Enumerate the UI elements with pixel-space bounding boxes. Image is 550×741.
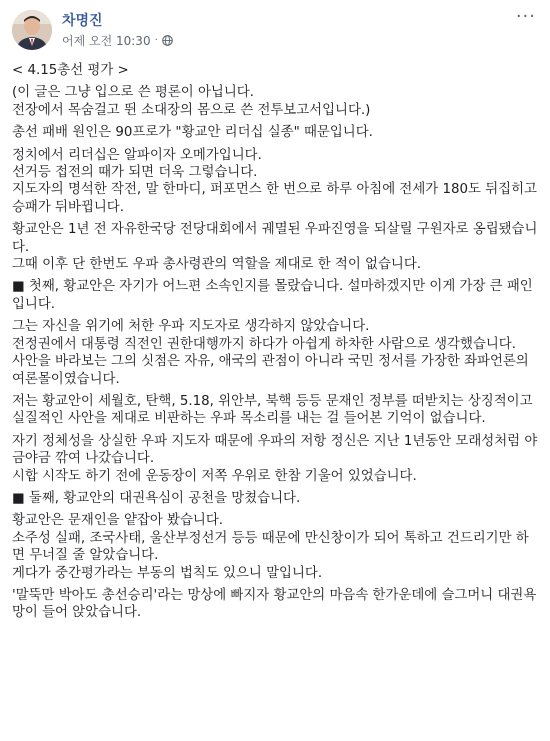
more-horizontal-icon: ···	[515, 6, 536, 27]
author-avatar[interactable]	[12, 10, 52, 50]
post-paragraph: 자기 정체성을 상실한 우파 지도자 때문에 우파의 저항 정신은 지난 1년동안 모래성처럼 야금야금 깎여 나갔습니다. 시합 시작도 하기 전에 운동장이 저쪽 우위로 한참 기울어 있었습니다.	[12, 433, 538, 484]
post-title: < 4.15총선 평가 >	[12, 63, 129, 78]
post-paragraph: (이 글은 그냥 입으로 쓴 평론이 아닙니다. 전장에서 목숨걸고 뛴 소대장의 몸으로 쓴 전투보고서입니다.)	[12, 85, 371, 118]
post-paragraph: 황교안은 1년 전 자유한국당 전당대회에서 궤멸된 우파진영을 되살릴 구원자로 옹립됐습니다. 그때 이후 단 한번도 우파 총사령관의 역할을 제대로 한 적이 없습니다.	[12, 222, 538, 273]
avatar-portrait	[12, 10, 52, 50]
post-meta	[62, 32, 173, 49]
post-timestamp[interactable]: 어제 오전 10:30	[62, 34, 151, 48]
post-paragraph: '말뚝만 박아도 총선승리'라는 망상에 빠지자 황교안의 마음속 한가운데에 슬그머니 대권욕망이 들어 앉았습니다.	[12, 587, 537, 621]
post-section-heading: ■ 첫째, 황교안은 자기가 어느편 소속인지를 몰랐습니다. 설마하겠지만 이게 가장 큰 패인입니다.	[12, 279, 533, 312]
meta-separator: ·	[154, 35, 158, 46]
author-name[interactable]: 차명진	[62, 13, 103, 29]
post-paragraph: 총선 패배 원인은 90프로가 "황교안 리더십 실종" 때문입니다.	[12, 125, 373, 141]
post-paragraph: 정치에서 리더십은 알파이자 오메가입니다. 선거등 접전의 때가 되면 더욱 그렇습니다. 지도자의 명석한 작전, 말 한마디, 퍼포먼스 한 번으로 하루 아침에 전세가 180도 뒤집히고 승패가 뒤바뀝니다.	[12, 147, 537, 215]
more-options-button[interactable]	[516, 6, 536, 27]
post-header	[0, 0, 550, 58]
globe-icon[interactable]	[162, 35, 173, 46]
post-paragraph: 황교안은 문재인을 얕잡아 봤습니다. 소주성 실패, 조국사태, 울산부정선거 등등 때문에 만신창이가 되어 톡하고 건드리기만 하면 무너질 줄 알았습니다. 게다가 중간평가라는 부동의 법칙도 있으니 말입니다.	[12, 513, 529, 581]
post-paragraph: 그는 자신을 위기에 처한 우파 지도자로 생각하지 않았습니다. 전정권에서 대통령 직전인 권한대행까지 하다가 아쉽게 하차한 사람으로 생각했습니다. 사안을 바라보는 그의 싯점은 자유, 애국의 관점이 아니라 국민 정서를 가장한 좌파언론의 여론몰이였습니다.	[12, 319, 529, 387]
post-body	[12, 62, 540, 627]
post-section-heading: ■ 둘째, 황교안의 대권욕심이 공천을 망쳤습니다.	[12, 490, 301, 506]
post-paragraph: 저는 황교안이 세월호, 탄핵, 5.18, 위안부, 북핵 등등 문재인 정부를 떠받치는 상징적이고 실질적인 사안을 제대로 비판하는 우파 목소리를 내는 걸 들어본 기억이 없습니다.	[12, 393, 537, 427]
